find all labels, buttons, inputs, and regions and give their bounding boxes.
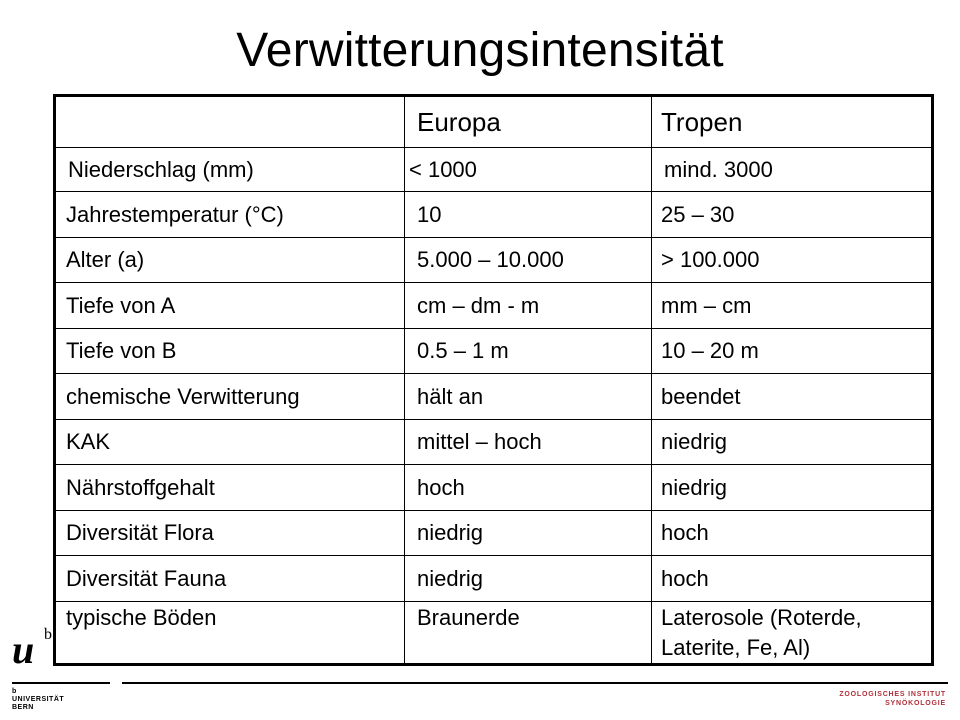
row-divider: [56, 419, 931, 420]
value-tropen: 10 – 20 m: [661, 338, 759, 363]
row-label: Diversität Flora: [66, 520, 214, 545]
value-tropen: niedrig: [661, 474, 728, 500]
university-logo: [12, 626, 62, 672]
row-label: Jahrestemperatur (°C): [66, 201, 284, 227]
value-europa: niedrig: [417, 565, 484, 591]
row-label: typische Böden: [66, 605, 217, 630]
value-europa: 0.5 – 1 m: [417, 338, 509, 363]
university-line: UNIVERSITÄT: [12, 696, 65, 703]
value-europa: hält an: [417, 383, 484, 409]
institute-name: [839, 690, 946, 708]
university-line: b: [12, 688, 17, 695]
row-divider: [56, 601, 931, 602]
column-divider: [404, 97, 405, 663]
university-name: [12, 688, 64, 712]
value-europa: niedrig: [417, 520, 484, 545]
row-divider: [56, 147, 931, 148]
header-cell-empty: [56, 97, 405, 147]
row-label: Tiefe von B: [66, 338, 177, 363]
row-label: KAK: [66, 429, 111, 454]
university-line: BERN: [12, 704, 34, 711]
value-europa: mittel – hoch: [417, 429, 542, 454]
row-label: chemische Verwitterung: [66, 383, 300, 409]
value-tropen: > 100.000: [661, 247, 760, 272]
value-europa: Braunerde: [417, 605, 520, 630]
value-europa: < 1000: [409, 156, 477, 182]
row-divider: [56, 555, 931, 556]
institute-line: ZOOLOGISCHES INSTITUT: [839, 691, 946, 698]
row-divider: [56, 464, 931, 465]
value-tropen: mind. 3000: [664, 156, 773, 182]
header-cell-europa: Europa: [417, 107, 501, 137]
value-europa: cm – dm - m: [417, 292, 540, 318]
row-divider: [56, 282, 931, 283]
value-tropen: niedrig: [661, 429, 728, 454]
table-row: [56, 465, 931, 510]
row-divider: [56, 191, 931, 192]
footer-rule-left: [12, 682, 110, 684]
column-divider: [651, 97, 652, 663]
footer-rule-right: [122, 682, 948, 684]
comparison-table: [53, 94, 934, 666]
row-label: Tiefe von A: [66, 292, 176, 318]
header-cell-tropen: Tropen: [661, 107, 743, 137]
institute-line: SYNÖKOLOGIE: [885, 700, 946, 707]
value-tropen: beendet: [661, 383, 741, 409]
row-divider: [56, 510, 931, 511]
row-label: Diversität Fauna: [66, 565, 227, 591]
table-row: [56, 420, 931, 464]
row-label: Niederschlag (mm): [68, 156, 254, 182]
table-row: [56, 602, 931, 663]
table-row: [56, 374, 931, 419]
value-tropen: hoch: [661, 565, 709, 591]
table-row: [56, 192, 931, 237]
value-tropen: hoch: [661, 520, 709, 545]
table-row: [56, 511, 931, 555]
value-tropen: Laterosole (Roterde, Laterite, Fe, Al): [661, 605, 862, 660]
table-row: [56, 283, 931, 328]
table-row: [56, 329, 931, 373]
value-europa: hoch: [417, 474, 465, 500]
row-divider: [56, 237, 931, 238]
value-tropen: 25 – 30: [661, 201, 735, 227]
table-row: [56, 238, 931, 282]
row-label: Nährstoffgehalt: [66, 474, 215, 500]
row-divider: [56, 328, 931, 329]
logo-letter: u: [12, 627, 35, 672]
logo-superscript: b: [44, 626, 52, 643]
table-header-row: [56, 97, 931, 147]
value-tropen: mm – cm: [661, 292, 752, 318]
row-divider: [56, 373, 931, 374]
table-row: [56, 556, 931, 601]
slide-title: Verwitterungsintensität: [236, 24, 724, 77]
value-europa: 10: [417, 201, 442, 227]
value-europa: 5.000 – 10.000: [417, 247, 564, 272]
table-row: [56, 148, 931, 191]
row-label: Alter (a): [66, 247, 145, 272]
